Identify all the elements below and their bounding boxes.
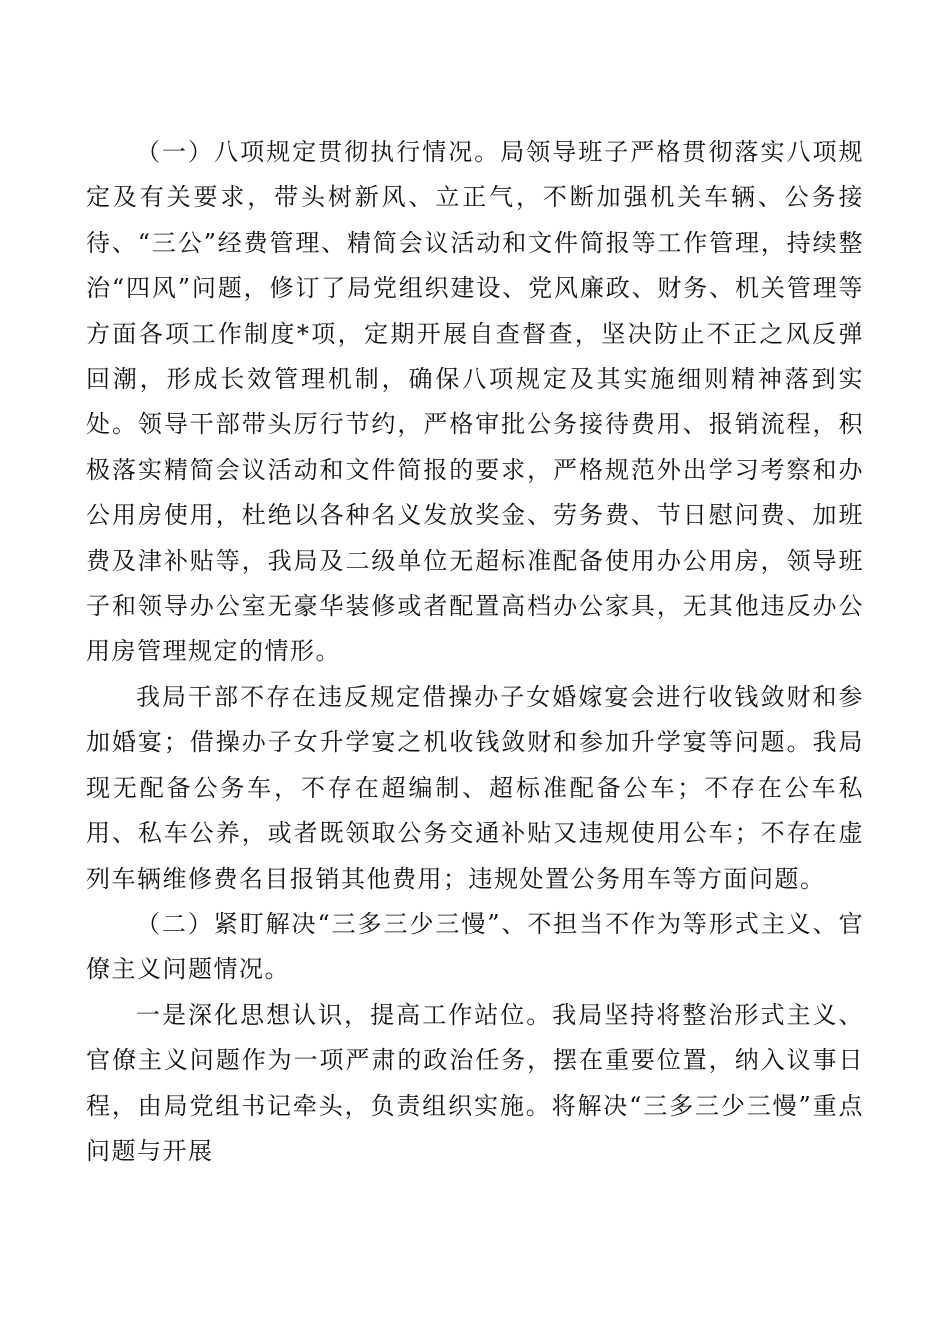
document-body bbox=[86, 130, 864, 1174]
paragraph-deepen-understanding: 一是深化思想认识，提高工作站位。我局坚持将整治形式主义、官僚主义问题作为一项严肃的政治任务，摆在重要位置，纳入议事日程，由局党组书记牵头，负责组织实施。将解决“三多三少三慢”重点问题与开展 bbox=[86, 1000, 864, 1165]
paragraph-section-two-heading: （二）紧盯解决“三多三少三慢”、不担当不作为等形式主义、官僚主义问题情况。 bbox=[86, 909, 864, 984]
paragraph-weddings-and-vehicles: 我局干部不存在违反规定借操办子女婚嫁宴会进行收钱敛财和参加婚宴；借操办子女升学宴之机收钱敛财和参加升学宴等问题。我局现无配备公务车，不存在超编制、超标准配备公车；不存在公车私用、私车公养，或者既领取公务交通补贴又违规使用公车；不存在虚列车辆维修费名目报销其他费用；违规处置公务用车等方面问题。 bbox=[86, 682, 864, 893]
paragraph-section-one-eight-rules: （一）八项规定贯彻执行情况。局领导班子严格贯彻落实八项规定及有关要求，带头树新风、立正气，不断加强机关车辆、公务接待、“三公”经费管理、精简会议活动和文件简报等工作管理，持续整治“四风”问题，修订了局党组织建设、党风廉政、财务、机关管理等方面各项工作制度*项，定期开展自查督查，坚决防止不正之风反弹回潮，形成长效管理机制，确保八项规定及其实施细则精神落到实处。领导干部带头厉行节约，严格审批公务接待费用、报销流程，积极落实精简会议活动和文件简报的要求，严格规范外出学习考察和办公用房使用，杜绝以各种名义发放奖金、劳务费、节日慰问费、加班费及津补贴等，我局及二级单位无超标准配备使用办公用房，领导班子和领导办公室无豪华装修或者配置高档办公家具，无其他违反办公用房管理规定的情形。 bbox=[86, 138, 864, 666]
